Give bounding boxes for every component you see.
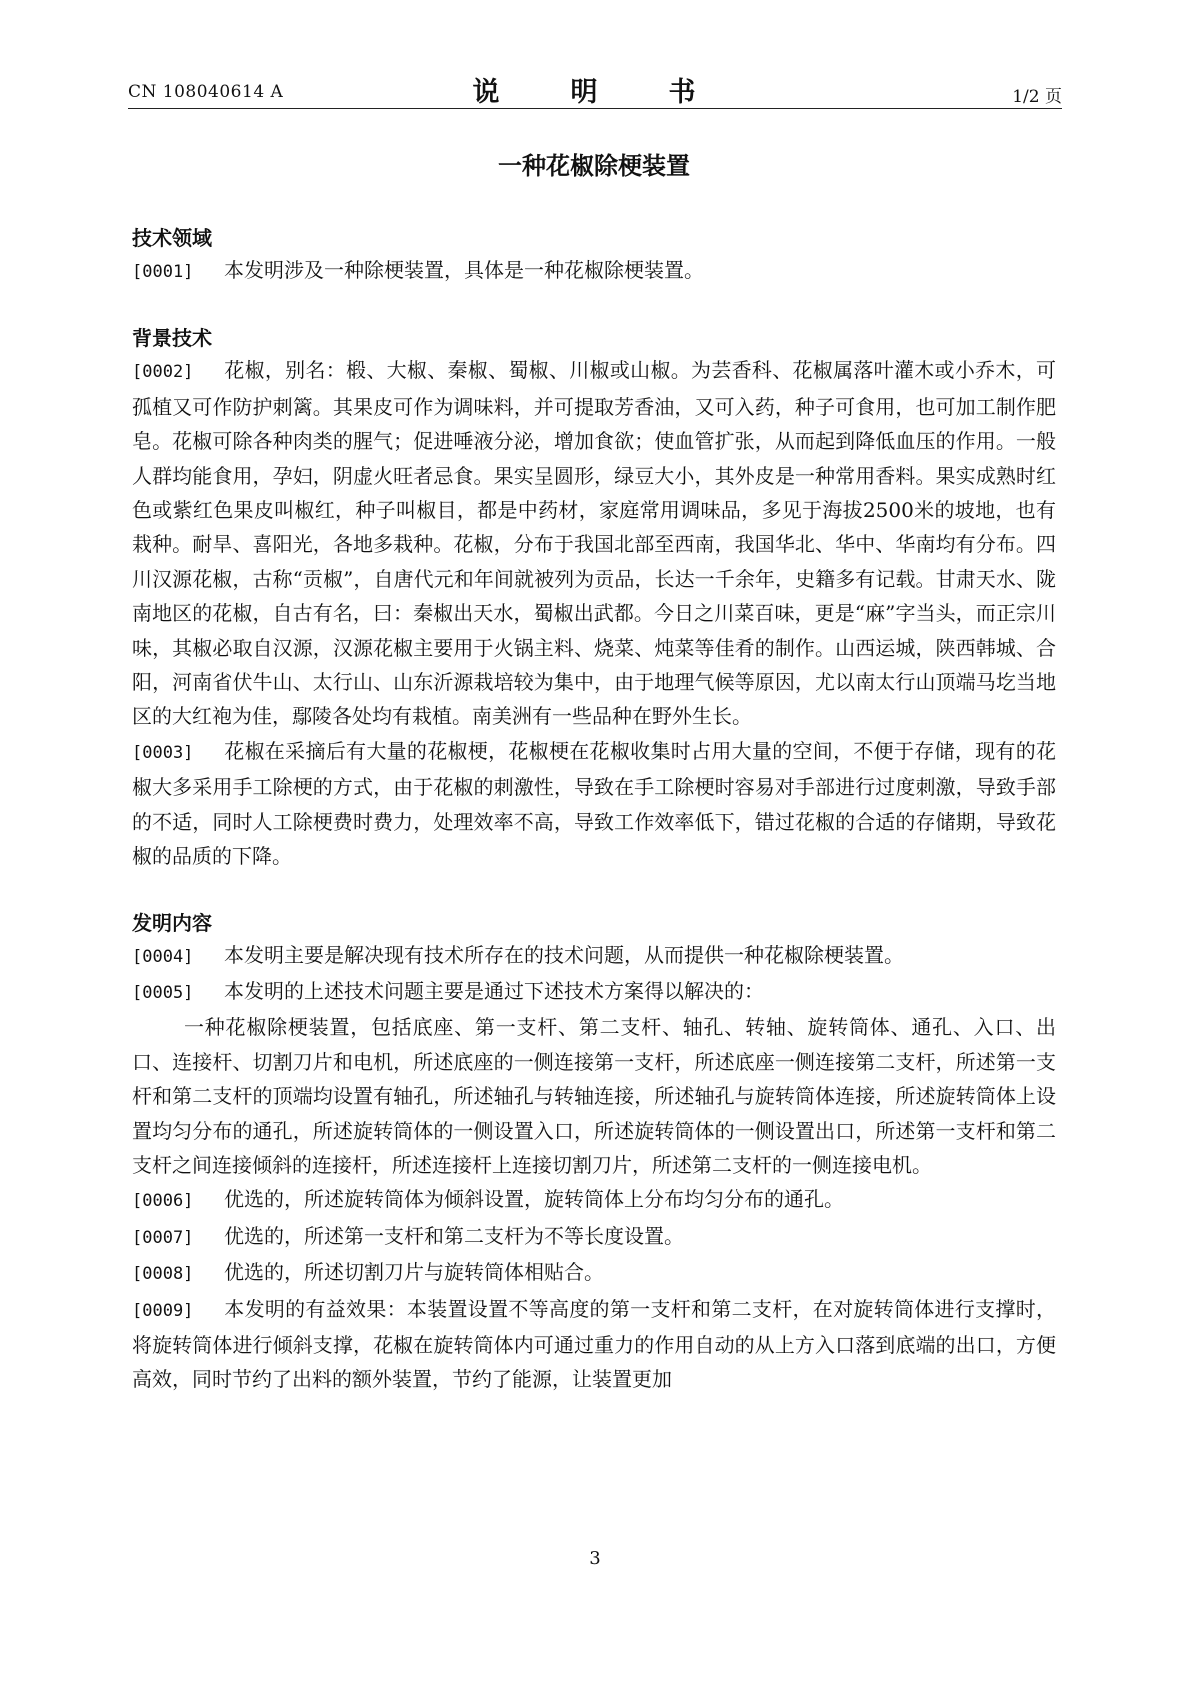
paragraph-text: 优选的，所述旋转筒体为倾斜设置，旋转筒体上分布均匀分布的通孔。: [224, 1187, 844, 1212]
paragraph-number: [0005]: [132, 982, 194, 1003]
paragraph-solution: [132, 1010, 1056, 1182]
paragraph-0002: [132, 353, 1056, 733]
paragraph-0007: [132, 1219, 1056, 1255]
paragraph-0003: [132, 734, 1056, 874]
paragraph-text: 本发明的有益效果：本装置设置不等高度的第一支杆和第二支杆，在对旋转筒体进行支撑时，将旋转筒体进行倾斜支撑，花椒在旋转筒体内可通过重力的作用自动的从上方入口落到底端的出口，方便高效，同时节约了出料的额外装置，节约了能源，让装置更加: [132, 1296, 1056, 1392]
section-heading: 技术领域: [132, 226, 212, 250]
paragraph-number: [0006]: [132, 1191, 194, 1212]
paragraph-number: [0007]: [132, 1227, 194, 1248]
section-background: [132, 323, 1056, 873]
paragraph-text: 一种花椒除梗装置，包括底座、第一支杆、第二支杆、轴孔、转轴、旋转筒体、通孔、入口、出口、连接杆、切割刀片和电机，所述底座的一侧连接第一支杆，所述底座一侧连接第二支杆，所述第一支杆和第二支杆的顶端均设置有轴孔，所述轴孔与转轴连接，所述轴孔与旋转筒体连接，所述旋转筒体上设置均匀分布的通孔，所述旋转筒体的一侧设置入口，所述旋转筒体的一侧设置出口，所述第一支杆和第二支杆之间连接倾斜的连接杆，所述连接杆上连接切割刀片，所述第二支杆的一侧连接电机。: [132, 1015, 1056, 1177]
paragraph-text: 本发明涉及一种除梗装置，具体是一种花椒除梗装置。: [224, 258, 704, 282]
page-number: 3: [589, 1548, 601, 1569]
page-count: 1/2 页: [1012, 87, 1062, 107]
paragraph-text: 花椒在采摘后有大量的花椒梗，花椒梗在花椒收集时占用大量的空间，不便于存储，现有的花椒大多采用手工除梗的方式，由于花椒的刺激性，导致在手工除梗时容易对手部进行过度刺激，导致手部的不适，同时人工除梗费时费力，处理效率不高，导致工作效率低下，错过花椒的合适的存储期，导致花椒的品质的下降。: [132, 738, 1056, 869]
document-type-title: 说 明 书: [472, 77, 718, 108]
publication-number: CN 108040614 A: [128, 82, 284, 102]
paragraph-number: [0003]: [132, 742, 194, 763]
paragraph-text: 本发明主要是解决现有技术所存在的技术问题，从而提供一种花椒除梗装置。: [224, 942, 904, 967]
invention-title: 一种花椒除梗装置: [498, 152, 690, 180]
section-heading: 背景技术: [132, 326, 212, 351]
paragraph-text: 花椒，别名：椴、大椒、秦椒、蜀椒、川椒或山椒。为芸香科、花椒属落叶灌木或小乔木，可孤植又可作防护刺篱。其果皮可作为调味料，并可提取芳香油，又可入药，种子可食用，也可加工制作肥皂。花椒可除各种肉类的腥气；促进唾液分泌，增加食欲；使血管扩张，从而起到降低血压的作用。一般人群均能食用，孕妇，阴虚火旺者忌食。果实呈圆形，绿豆大小，其外皮是一种常用香料。果实成熟时红色或紫红色果皮叫椒红，种子叫椒目，都是中药材，家庭常用调味品，多见于海拔2500米的坡地，也有栽种。耐旱、喜阳光，各地多栽种。花椒，分布于我国北部至西南，我国华北、华中、华南均有分布。四川汉源花椒，古称“贡椒”，自唐代元和年间就被列为贡品，长达一千余年，史籍多有记载。甘肃天水、陇南地区的花椒，自古有名，曰：秦椒出天水，蜀椒出武都。今日之川菜百味，更是“麻”字当头，而正宗川味，其椒必取自汉源，汉源花椒主要用于火锅主料、烧菜、炖菜等佳肴的制作。山西运城，陕西韩城、合阳，河南省伏牛山、太行山、山东沂源栽培较为集中，由于地理气候等原因，尤以南太行山顶端马圪当地区的大红袍为佳，鄢陵各处均有栽植。南美洲有一些品种在野外生长。: [132, 358, 1056, 729]
paragraph-0006: [132, 1182, 1056, 1218]
section-technical-field: [132, 223, 1056, 289]
paragraph-number: [0001]: [132, 262, 194, 282]
paragraph-0005: [132, 974, 1056, 1010]
section-heading: 发明内容: [132, 910, 212, 935]
paragraph-number: [0009]: [132, 1300, 194, 1321]
paragraph-0001: [132, 253, 1056, 289]
section-invention-content: [132, 908, 1056, 1397]
paragraph-number: [0004]: [132, 946, 194, 967]
header-divider: [128, 108, 1062, 109]
paragraph-text: 优选的，所述切割刀片与旋转筒体相贴合。: [224, 1260, 604, 1285]
paragraph-text: 优选的，所述第一支杆和第二支杆为不等长度设置。: [224, 1223, 684, 1248]
paragraph-number: [0008]: [132, 1264, 194, 1285]
paragraph-0004: [132, 938, 1056, 974]
page-header: [128, 68, 1062, 108]
paragraph-0009: [132, 1292, 1056, 1397]
paragraph-0008: [132, 1255, 1056, 1291]
paragraph-text: 本发明的上述技术问题主要是通过下述技术方案得以解决的：: [224, 978, 764, 1003]
document-body: [132, 146, 1056, 1397]
paragraph-number: [0002]: [132, 362, 194, 383]
